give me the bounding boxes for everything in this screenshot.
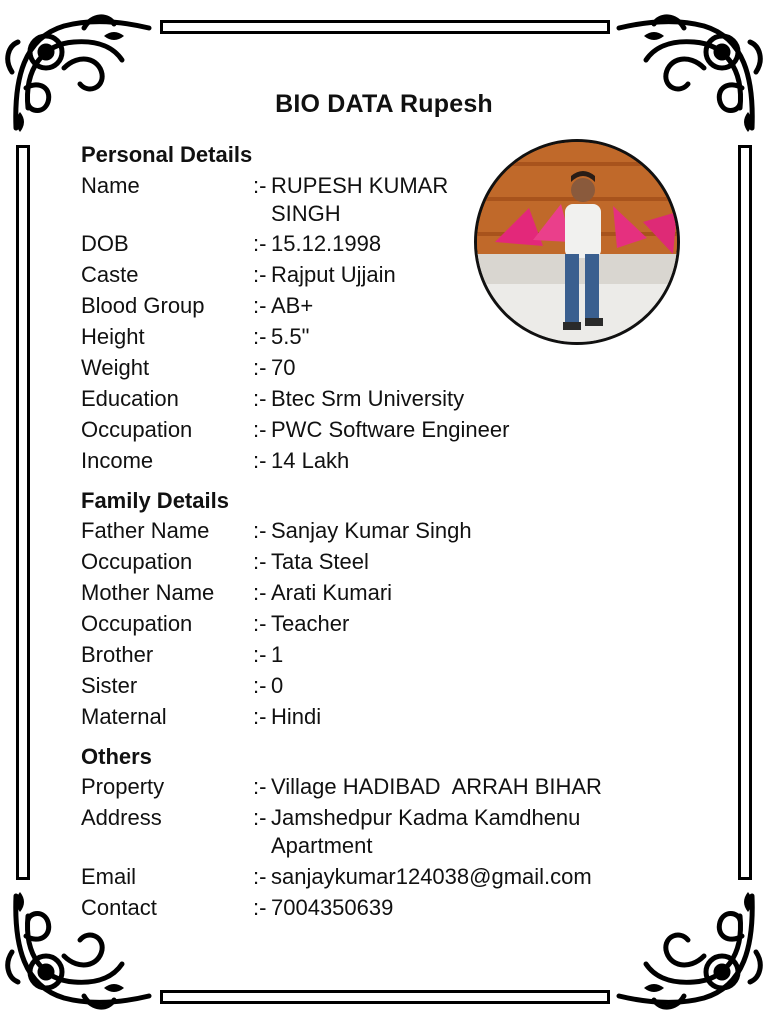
row-value: 15.12.1998 <box>271 231 382 256</box>
row-value: Arati Kumari <box>271 580 393 605</box>
row-value: 70 <box>271 355 296 380</box>
row-label: Caste <box>81 262 139 287</box>
row-label: Father Name <box>81 518 210 543</box>
row-separator: :- <box>253 448 267 473</box>
corner-ornament-icon <box>614 886 764 1016</box>
row-label: Maternal <box>81 704 167 729</box>
row-separator: :- <box>253 324 267 349</box>
row-value: 1 <box>271 642 284 667</box>
section-title-family: Family Details <box>81 488 229 513</box>
row-label: Occupation <box>81 549 193 574</box>
row-value: Btec Srm University <box>271 386 465 411</box>
row-value: Jamshedpur Kadma Kamdhenu Apartment <box>271 805 581 858</box>
row-value: 14 Lakh <box>271 448 350 473</box>
row-separator: :- <box>253 173 267 198</box>
row-separator: :- <box>253 580 267 605</box>
row-value: sanjaykumar124038@gmail.com <box>271 864 592 889</box>
row-label: Weight <box>81 355 150 380</box>
row-separator: :- <box>253 895 267 920</box>
row-label: Education <box>81 386 179 411</box>
row-separator: :- <box>253 642 267 667</box>
row-label: Brother <box>81 642 154 667</box>
row-separator: :- <box>253 864 267 889</box>
row-value: PWC Software Engineer <box>271 417 510 442</box>
row-value: Teacher <box>271 611 350 636</box>
row-label: DOB <box>81 231 129 256</box>
row-separator: :- <box>253 293 267 318</box>
row-label: Address <box>81 805 162 830</box>
row-separator: :- <box>253 673 267 698</box>
row-separator: :- <box>253 417 267 442</box>
row-separator: :- <box>253 231 267 256</box>
row-value: Sanjay Kumar Singh <box>271 518 472 543</box>
row-value: 5.5" <box>271 324 310 349</box>
row-separator: :- <box>253 774 267 799</box>
row-value: RUPESH KUMAR SINGH <box>271 173 449 226</box>
row-separator: :- <box>253 518 267 543</box>
row-label: Height <box>81 324 145 349</box>
page-title: BIO DATA Rupesh <box>275 90 493 118</box>
row-label: Email <box>81 864 137 889</box>
section-title-others: Others <box>81 744 152 769</box>
row-separator: :- <box>253 704 267 729</box>
row-label: Occupation <box>81 611 193 636</box>
row-value: Village HADIBAD ARRAH BIHAR <box>271 774 602 799</box>
row-label: Occupation <box>81 417 193 442</box>
row-value: Rajput Ujjain <box>271 262 396 287</box>
row-label: Sister <box>81 673 138 698</box>
section-title-personal: Personal Details <box>81 142 253 167</box>
frame-border-top <box>160 20 610 34</box>
person-photo-icon <box>477 142 677 342</box>
row-label: Blood Group <box>81 293 205 318</box>
frame-border-left <box>16 145 30 880</box>
row-separator: :- <box>253 386 267 411</box>
row-separator: :- <box>253 262 267 287</box>
row-value: Hindi <box>271 704 322 729</box>
row-value: 7004350639 <box>271 895 394 920</box>
row-separator: :- <box>253 355 267 380</box>
row-label: Name <box>81 173 140 198</box>
row-label: Income <box>81 448 154 473</box>
row-value: 0 <box>271 673 284 698</box>
row-label: Mother Name <box>81 580 215 605</box>
row-value: Tata Steel <box>271 549 369 574</box>
frame-border-bottom <box>160 990 610 1004</box>
frame-border-right <box>738 145 752 880</box>
row-separator: :- <box>253 805 267 830</box>
profile-photo <box>474 139 680 345</box>
row-value: AB+ <box>271 293 314 318</box>
row-separator: :- <box>253 611 267 636</box>
row-label: Contact <box>81 895 157 920</box>
row-separator: :- <box>253 549 267 574</box>
row-label: Property <box>81 774 165 799</box>
